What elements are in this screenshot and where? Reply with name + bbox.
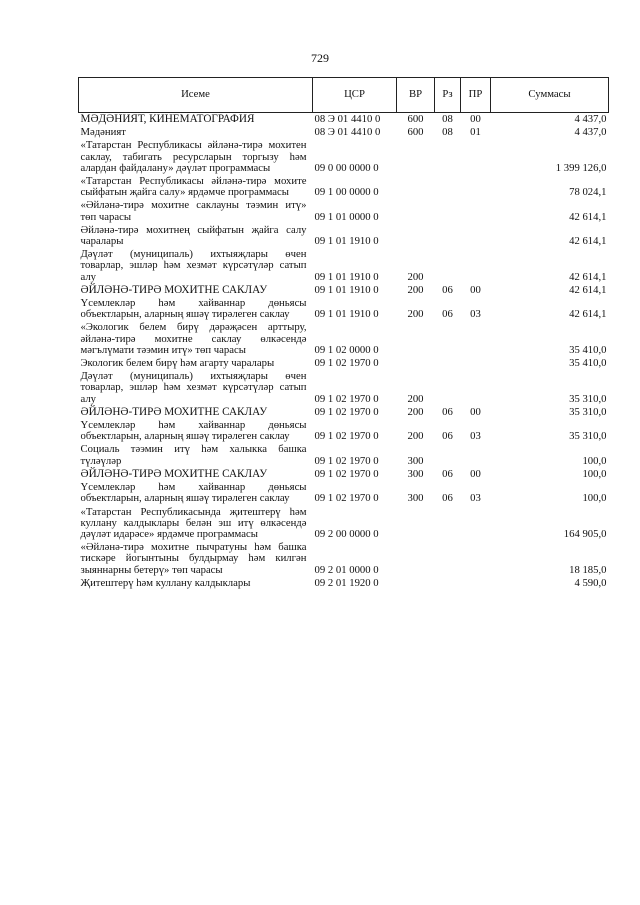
- cell-name: «Татарстан Республикасында җитештерү һәм куллану калдыклары белән эш итү өлкәсендә дәүләт идарәсе» ярдәмче программасы: [80, 505, 307, 540]
- cell-csr: 09 2 00 0000 0: [314, 527, 379, 540]
- cell-sum: 1 399 126,0: [555, 161, 607, 174]
- cell-vr: [397, 357, 435, 370]
- cell-vr: [397, 139, 435, 175]
- cell-sum: 35 310,0: [569, 392, 607, 405]
- cell-vr: 200: [407, 308, 424, 321]
- cell-pr: [461, 224, 491, 248]
- cell-csr: 09 1 02 1970 0: [314, 467, 379, 480]
- cell-sum: 18 185,0: [569, 563, 607, 576]
- cell-vr: [397, 506, 435, 542]
- cell-csr: 08 Э 01 4410 0: [314, 126, 381, 139]
- cell-sum: 4 437,0: [574, 113, 607, 125]
- table-row: [79, 443, 609, 467]
- cell-rz: 06: [442, 308, 453, 321]
- cell-rz: [435, 577, 461, 590]
- cell-name: Мәдәният: [80, 126, 126, 139]
- cell-name: МӘДӘНИЯТ, КИНЕМАТОГРАФИЯ: [80, 113, 255, 125]
- cell-sum: 35 410,0: [569, 357, 607, 370]
- header-sum: Суммасы: [491, 78, 609, 113]
- cell-csr: 09 1 02 1970 0: [314, 405, 379, 418]
- table-row: [79, 577, 609, 590]
- header-vr: ВР: [397, 78, 435, 113]
- cell-pr: [461, 321, 491, 357]
- cell-rz: [435, 541, 461, 577]
- cell-name: Үсемлекләр һәм хайваннар дөньясы объектларын, аларның яшәү тирәлеген саклау: [80, 481, 307, 505]
- page-number: 729: [311, 51, 329, 65]
- cell-csr: 09 1 01 1910 0: [314, 283, 379, 296]
- cell-rz: [435, 139, 461, 175]
- cell-csr: 08 Э 01 4410 0: [314, 113, 381, 125]
- cell-rz: 08: [442, 113, 453, 125]
- cell-rz: 06: [442, 492, 453, 505]
- cell-sum: 35 310,0: [569, 430, 607, 443]
- cell-vr: 300: [407, 454, 424, 467]
- cell-vr: 200: [407, 405, 424, 418]
- cell-vr: 200: [407, 270, 424, 283]
- cell-vr: [397, 224, 435, 248]
- cell-rz: [435, 199, 461, 223]
- table-row: [79, 126, 609, 139]
- cell-csr: 09 1 02 1970 0: [314, 454, 379, 467]
- cell-rz: [435, 506, 461, 542]
- cell-pr: [461, 175, 491, 199]
- cell-pr: 03: [470, 308, 481, 321]
- cell-pr: 00: [470, 405, 481, 418]
- cell-pr: 03: [470, 430, 481, 443]
- cell-pr: [461, 506, 491, 542]
- cell-name: ӘЙЛӘНӘ-ТИРӘ МОХИТНЕ САКЛАУ: [80, 405, 268, 418]
- table-body: [79, 113, 609, 590]
- cell-name: Социаль тәэмин итү һәм халыкка башка түләүләр: [80, 443, 307, 467]
- cell-pr: 01: [470, 126, 481, 139]
- cell-pr: [461, 139, 491, 175]
- cell-sum: 35 410,0: [569, 343, 607, 356]
- cell-csr: 09 1 01 0000 0: [314, 210, 379, 223]
- cell-pr: [461, 541, 491, 577]
- cell-rz: [435, 443, 461, 467]
- cell-vr: 300: [407, 467, 424, 480]
- cell-name: Үсемлекләр һәм хайваннар дөньясы объектларын, аларның яшәү тирәлеген саклау: [80, 419, 307, 443]
- budget-table: [78, 77, 609, 590]
- cell-sum: 78 024,1: [569, 186, 607, 199]
- cell-vr: [397, 175, 435, 199]
- cell-pr: [461, 577, 491, 590]
- cell-sum: 100,0: [582, 454, 607, 467]
- cell-csr: 09 0 00 0000 0: [314, 161, 379, 174]
- cell-rz: 06: [442, 467, 453, 480]
- cell-csr: 09 1 01 1910 0: [314, 235, 379, 248]
- table-row: [79, 370, 609, 406]
- table-row: [79, 406, 609, 419]
- table-row: [79, 321, 609, 357]
- table-row: [79, 506, 609, 542]
- cell-rz: 06: [442, 430, 453, 443]
- cell-csr: 09 1 02 1970 0: [314, 357, 379, 370]
- cell-vr: [397, 541, 435, 577]
- cell-csr: 09 1 02 1970 0: [314, 430, 379, 443]
- cell-pr: [461, 357, 491, 370]
- table-row: [79, 481, 609, 505]
- cell-rz: [435, 175, 461, 199]
- cell-pr: 00: [470, 283, 481, 296]
- cell-vr: 300: [407, 492, 424, 505]
- cell-csr: 09 1 02 1970 0: [314, 492, 379, 505]
- header-rz: Рз: [435, 78, 461, 113]
- table-row: [79, 468, 609, 481]
- cell-rz: 06: [442, 405, 453, 418]
- table-row: [79, 284, 609, 297]
- cell-vr: 600: [407, 113, 424, 125]
- table-row: [79, 224, 609, 248]
- cell-sum: 42 614,1: [569, 235, 607, 248]
- cell-rz: [435, 248, 461, 284]
- table-row: [79, 297, 609, 321]
- cell-vr: [397, 321, 435, 357]
- cell-name: ӘЙЛӘНӘ-ТИРӘ МОХИТНЕ САКЛАУ: [80, 283, 268, 296]
- cell-sum: 4 437,0: [574, 126, 607, 139]
- cell-pr: 00: [470, 113, 481, 125]
- cell-sum: 4 590,0: [574, 576, 607, 589]
- table-row: [79, 248, 609, 284]
- cell-pr: 00: [470, 467, 481, 480]
- cell-sum: 42 614,1: [569, 283, 607, 296]
- cell-vr: [397, 199, 435, 223]
- cell-rz: [435, 370, 461, 406]
- cell-sum: 42 614,1: [569, 308, 607, 321]
- cell-name: Экологик белем бирү һәм агарту чаралары: [80, 357, 275, 370]
- cell-csr: 09 1 02 1970 0: [314, 392, 379, 405]
- cell-vr: 600: [407, 126, 424, 139]
- cell-csr: 09 1 01 1910 0: [314, 270, 379, 283]
- cell-rz: 08: [442, 126, 453, 139]
- cell-sum: 42 614,1: [569, 210, 607, 223]
- cell-rz: 06: [442, 283, 453, 296]
- table-row: [79, 199, 609, 223]
- cell-name: Җитештерү һәм куллану калдыклары: [80, 576, 251, 589]
- cell-name: «Әйләнә-тирә мохитне саклауны тәэмин итү» төп чарасы: [80, 199, 307, 223]
- cell-rz: [435, 321, 461, 357]
- cell-sum: 42 614,1: [569, 270, 607, 283]
- cell-sum: 164 905,0: [563, 527, 607, 540]
- cell-pr: [461, 443, 491, 467]
- cell-name: «Татарстан Республикасы әйләнә-тирә мохите сыйфатын җайга салу» ярдәмче программасы: [80, 175, 307, 199]
- cell-vr: 200: [407, 392, 424, 405]
- cell-vr: 200: [407, 283, 424, 296]
- table-row: [79, 175, 609, 199]
- cell-pr: [461, 370, 491, 406]
- cell-name: Үсемлекләр һәм хайваннар дөньясы объектларын, аларның яшәү тирәлеген саклау: [80, 297, 307, 321]
- cell-pr: [461, 199, 491, 223]
- cell-name: «Экологик белем бирү дәрәҗәсен арттыру, әйләнә-тирә мохитне саклау өлкәсендә мәгълүмати тәэмин итү» төп чарасы: [80, 321, 307, 356]
- cell-name: Дәүләт (муниципаль) ихтыяҗлары өчен товарлар, эшләр һәм хезмәт күрсәтүләр сатып алу: [80, 370, 307, 405]
- cell-sum: 100,0: [582, 467, 607, 480]
- cell-rz: [435, 357, 461, 370]
- cell-csr: 09 1 01 1910 0: [314, 308, 379, 321]
- table-row: [79, 541, 609, 577]
- cell-rz: [435, 224, 461, 248]
- cell-name: ӘЙЛӘНӘ-ТИРӘ МОХИТНЕ САКЛАУ: [80, 467, 268, 480]
- cell-sum: 100,0: [582, 492, 607, 505]
- header-name: Исеме: [79, 78, 313, 113]
- header-pr: ПР: [461, 78, 491, 113]
- cell-vr: [397, 577, 435, 590]
- cell-vr: 200: [407, 430, 424, 443]
- table-header: [79, 78, 609, 113]
- cell-name: Дәүләт (муниципаль) ихтыяҗлары өчен товарлар, эшләр һәм хезмәт күрсәтүләр сатып алу: [80, 248, 307, 283]
- table-row: [79, 357, 609, 370]
- cell-sum: 35 310,0: [569, 405, 607, 418]
- cell-name: «Татарстан Республикасы әйләнә-тирә мохитен саклау, табигать ресурсларын торгызу һәм алардан файдалану» дәүләт программасы: [80, 139, 307, 174]
- cell-name: «Әйләнә-тирә мохитне пычратуны һәм башка тискәре йогынтыны булдырмау һәм килгән зыяннарны бетерү» төп чарасы: [80, 541, 307, 576]
- cell-pr: 03: [470, 492, 481, 505]
- table-row: [79, 113, 609, 127]
- cell-csr: 09 2 01 0000 0: [314, 563, 379, 576]
- cell-csr: 09 1 02 0000 0: [314, 343, 379, 356]
- cell-csr: 09 1 00 0000 0: [314, 186, 379, 199]
- header-csr: ЦСР: [313, 78, 397, 113]
- table-row: [79, 139, 609, 175]
- cell-pr: [461, 248, 491, 284]
- cell-name: Әйләнә-тирә мохитнең сыйфатын җайга салу чаралары: [80, 223, 307, 248]
- header-row: [79, 78, 609, 113]
- cell-csr: 09 2 01 1920 0: [314, 576, 379, 589]
- table-row: [79, 419, 609, 443]
